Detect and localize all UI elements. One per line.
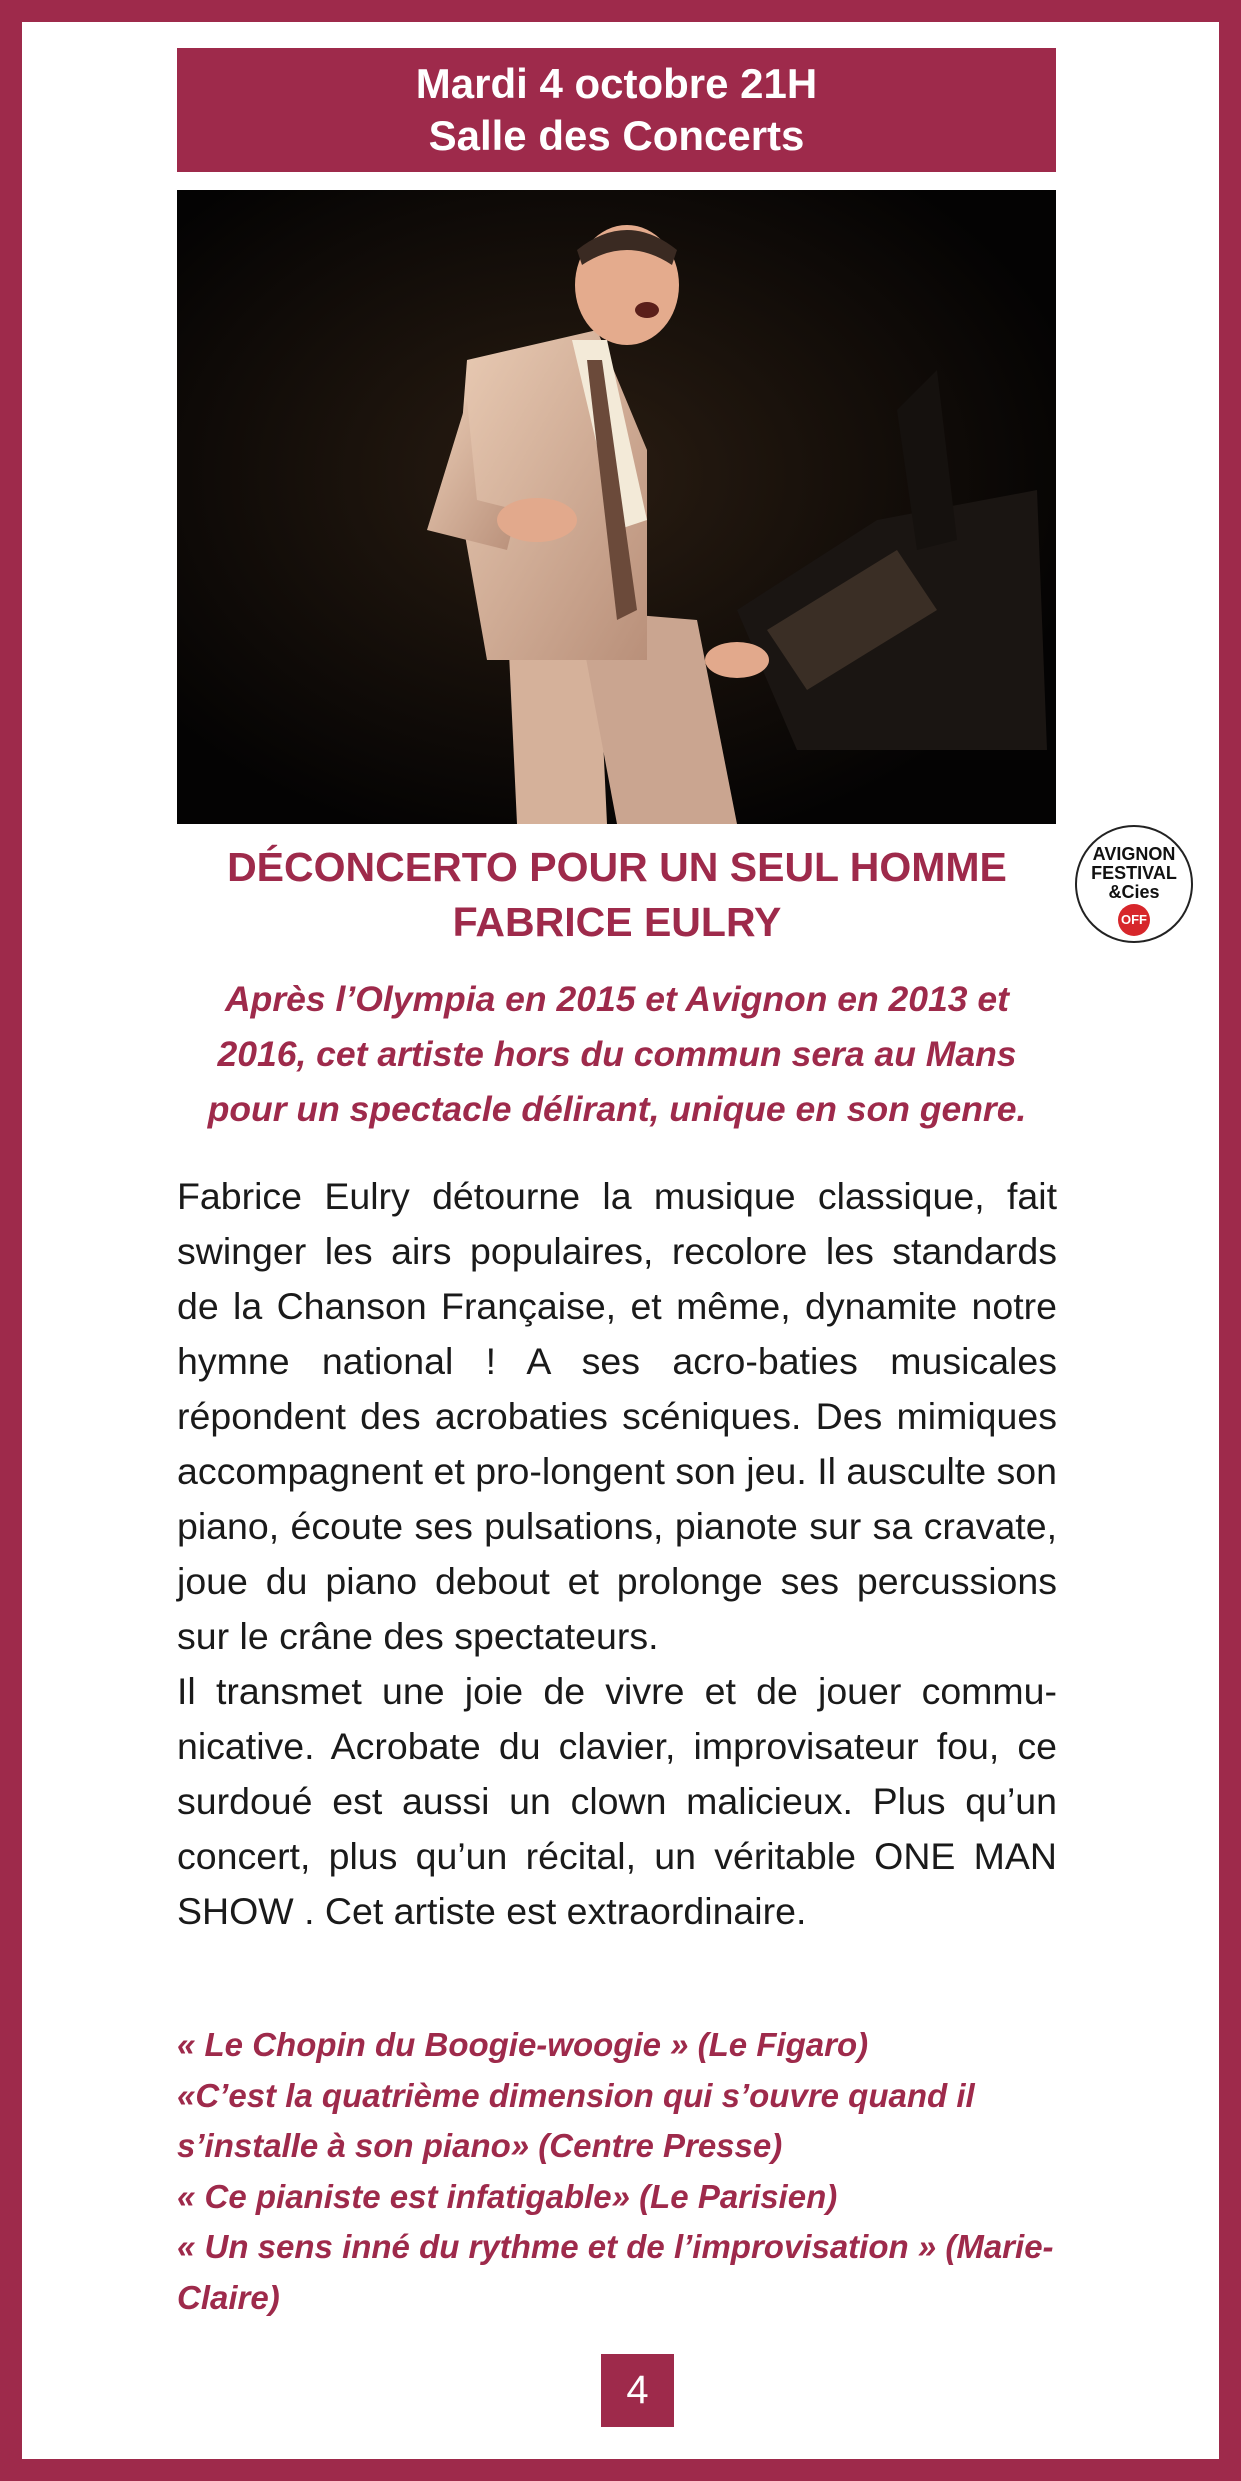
page <box>22 22 1219 2459</box>
press-quote: « Le Chopin du Boogie-woogie » (Le Figaro) <box>177 2026 869 2063</box>
page-number: 4 <box>601 2354 674 2427</box>
description-text <box>177 1169 1057 1939</box>
event-date: Mardi 4 octobre 21H <box>415 60 818 107</box>
artist-name: FABRICE EULRY <box>452 899 782 945</box>
show-title <box>162 840 1072 950</box>
event-date-banner <box>177 48 1056 172</box>
intro-text: Après l’Olympia en 2015 et Avignon en 2013 et 2016, cet artiste hors du commun sera au Mans pour un spectacle délirant, unique en son genre. <box>207 979 1027 1129</box>
description-paragraph-1: Fabrice Eulry détourne la musique classique, fait swinger les airs populaires, recolore les standards de la Chanson Française, et même, dynamite notre hymne national ! A ses acro-baties musicales répondent des acrobaties scéniques. Des mimiques accompagnent et pro-longent son jeu. Il ausculte son piano, écoute ses pulsations, pianote sur sa cravate, joue du piano debout et prolonge ses percussions sur le crâne des spectateurs. <box>177 1175 1057 1657</box>
press-quote: « Un sens inné du rythme et de l’improvisation » (Marie-Claire) <box>177 2228 1054 2316</box>
show-name: DÉCONCERTO POUR UN SEUL HOMME <box>227 844 1007 890</box>
avignon-festival-logo: AVIGNON FESTIVAL &Cies OFF <box>1075 825 1193 943</box>
press-quotes <box>177 2020 1077 2323</box>
description-paragraph-2: Il transmet une joie de vivre et de jouer commu-nicative. Acrobate du clavier, improvisateur fou, ce surdoué est aussi un clown malicieux. Plus qu’un concert, plus qu’un récital, un véritable ONE MAN SHOW . Cet artiste est extraordinaire. <box>177 1670 1057 1932</box>
press-quote: « Ce pianiste est infatigable» (Le Parisien) <box>177 2177 838 2215</box>
event-venue: Salle des Concerts <box>428 112 805 159</box>
performer-photo-illustration <box>177 190 1056 824</box>
press-quote: «C’est la quatrième dimension qui s’ouvre quand il s’installe à son piano» (Centre Presse) <box>177 2076 975 2164</box>
